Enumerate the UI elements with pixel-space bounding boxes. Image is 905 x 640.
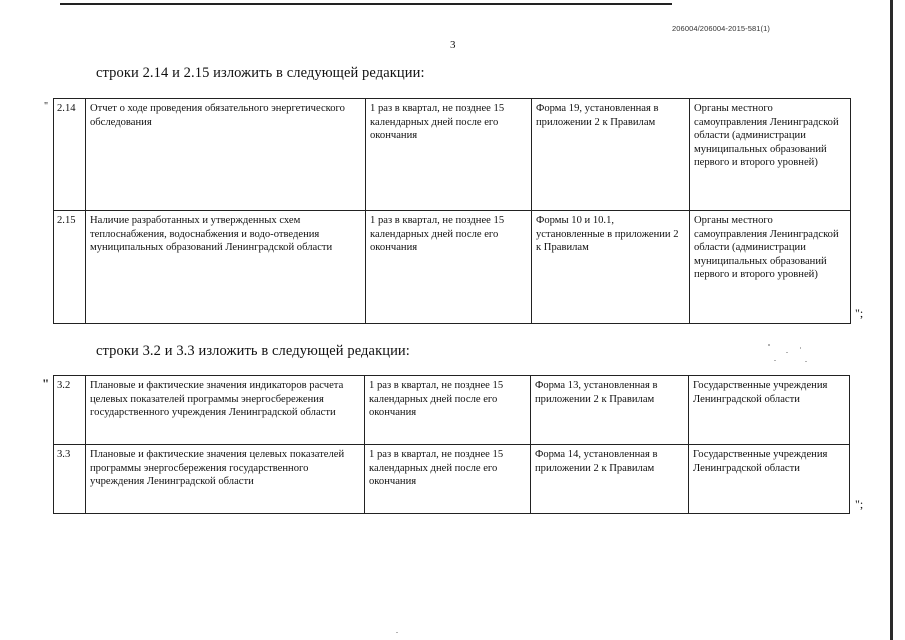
scan-speck	[396, 632, 398, 633]
row-form: Формы 10 и 10.1, установленные в приложении 2 к Правилам	[532, 211, 690, 324]
row-recipient: Органы местного самоуправления Ленинградской области (администрации муниципальных образований первого и второго уровней)	[690, 211, 851, 324]
row-number: 3.3	[54, 445, 86, 514]
amendment-table-2	[53, 375, 850, 514]
amendment-table-1	[53, 98, 851, 324]
page-number: 3	[450, 39, 456, 51]
section-1-heading: строки 2.14 и 2.15 изложить в следующей редакции:	[96, 65, 425, 81]
row-number: 2.14	[54, 99, 86, 211]
scan-speck	[786, 352, 788, 353]
scan-right-edge-line	[890, 0, 893, 640]
row-form: Форма 19, установленная в приложении 2 к Правилам	[532, 99, 690, 211]
row-recipient: Органы местного самоуправления Ленинградской области (администрации муниципальных образований первого и второго уровней)	[690, 99, 851, 211]
section-2-heading: строки 3.2 и 3.3 изложить в следующей редакции:	[96, 343, 410, 359]
table-row	[54, 445, 850, 514]
row-number: 2.15	[54, 211, 86, 324]
opening-quote-2: "	[42, 376, 50, 391]
opening-quote-1: "	[44, 101, 49, 112]
row-form: Форма 13, установленная в приложении 2 к Правилам	[531, 376, 689, 445]
scan-speck	[805, 361, 807, 362]
row-recipient: Государственные учреждения Ленинградской области	[689, 376, 850, 445]
closing-quote-2: ";	[855, 497, 864, 511]
scan-speck	[800, 347, 801, 349]
table-row	[54, 376, 850, 445]
row-number: 3.2	[54, 376, 86, 445]
row-frequency: 1 раз в квартал, не позднее 15 календарных дней после его окончания	[365, 445, 531, 514]
scan-speck	[774, 360, 776, 361]
row-description: Плановые и фактические значения индикаторов расчета целевых показателей программы энергосбережения государственного учреждения Ленинградской области	[86, 376, 365, 445]
row-description: Плановые и фактические значения целевых показателей программы энергосбережения государственного учреждения Ленинградской области	[86, 445, 365, 514]
scan-speck	[768, 344, 770, 346]
table-row	[54, 211, 851, 324]
scan-top-edge-line	[60, 3, 672, 5]
row-description: Отчет о ходе проведения обязательного энергетического обследования	[86, 99, 366, 211]
closing-quote-1: ";	[855, 306, 864, 320]
row-frequency: 1 раз в квартал, не позднее 15 календарных дней после его окончания	[366, 211, 532, 324]
row-frequency: 1 раз в квартал, не позднее 15 календарных дней после его окончания	[366, 99, 532, 211]
row-form: Форма 14, установленная в приложении 2 к Правилам	[531, 445, 689, 514]
table-row	[54, 99, 851, 211]
row-description: Наличие разработанных и утвержденных схем теплоснабжения, водоснабжения и водо-отведения муниципальных образований Ленинградской области	[86, 211, 366, 324]
row-recipient: Государственные учреждения Ленинградской области	[689, 445, 850, 514]
document-id: 206004/206004-2015-581(1)	[672, 24, 770, 33]
row-frequency: 1 раз в квартал, не позднее 15 календарных дней после его окончания	[365, 376, 531, 445]
